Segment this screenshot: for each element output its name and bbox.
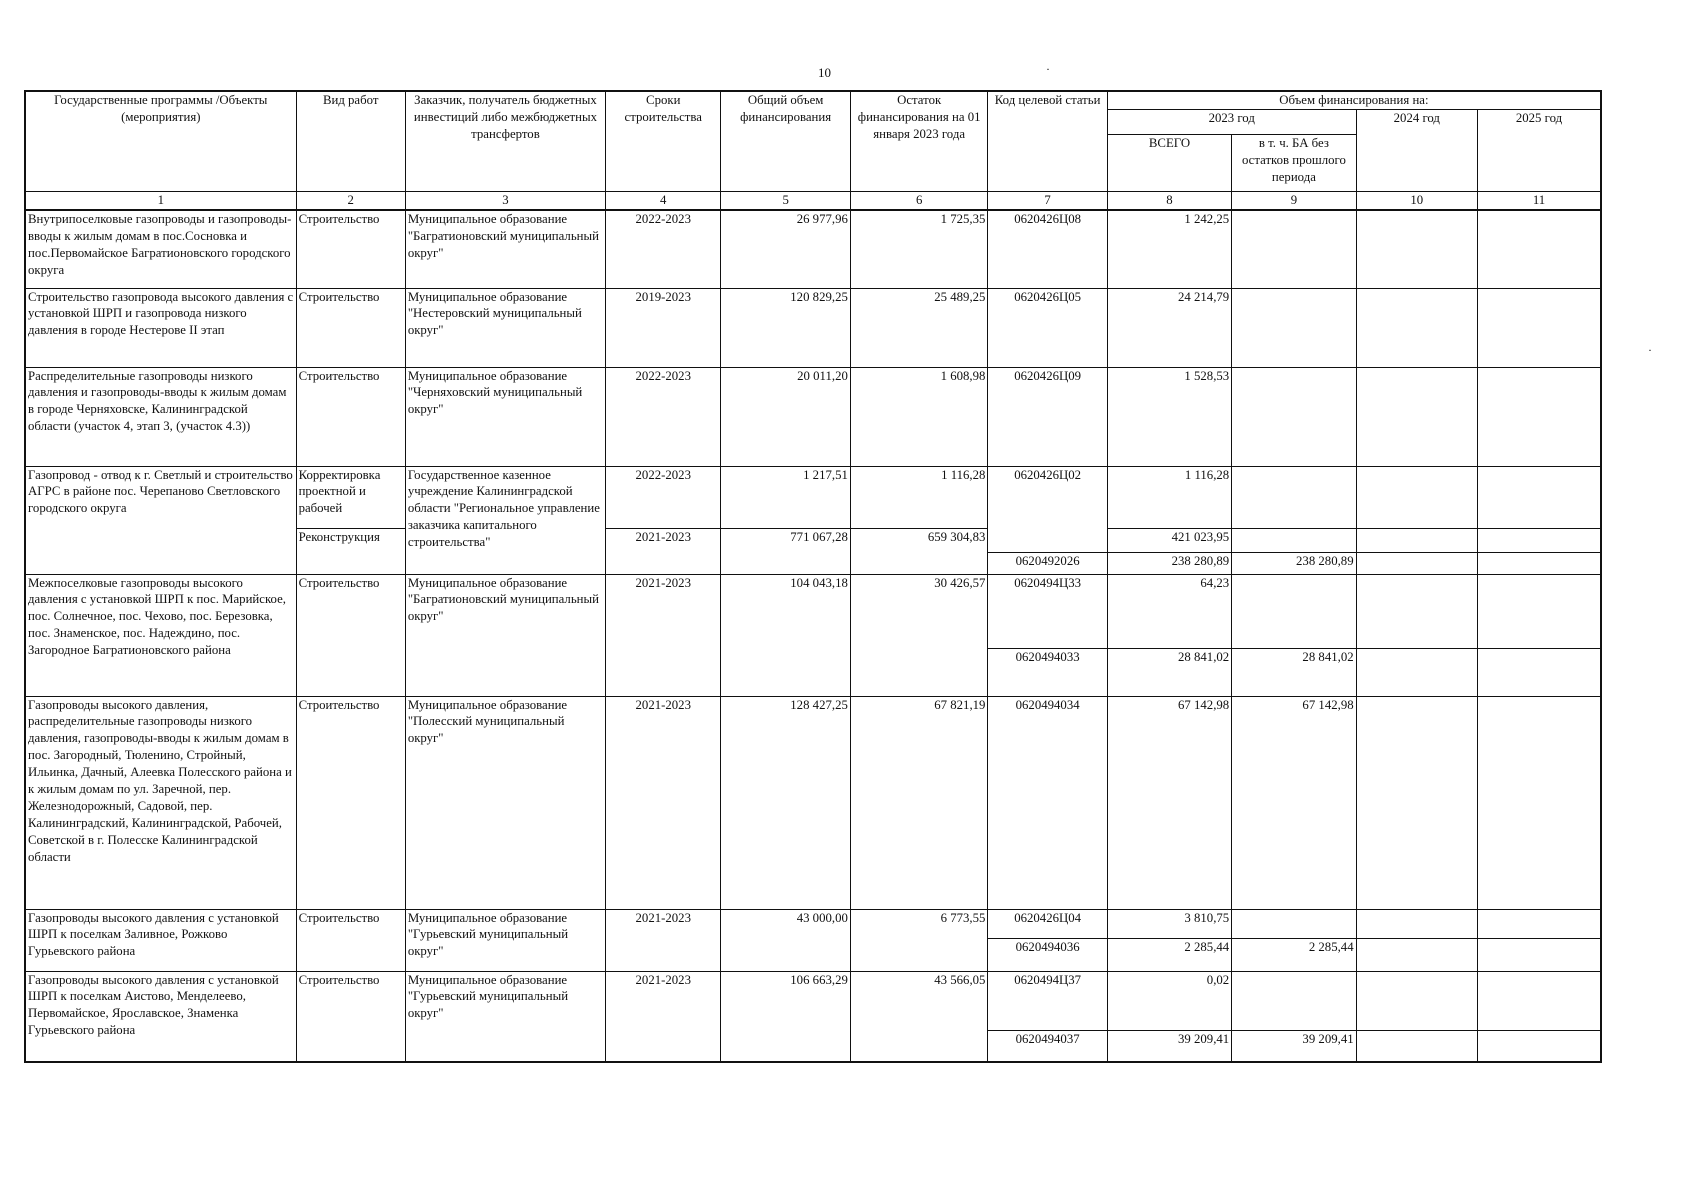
total-cell: 104 043,18	[721, 574, 850, 696]
empty-cell	[1356, 367, 1477, 466]
empty-cell	[1356, 288, 1477, 367]
header-programs: Государственные программы /Объекты (мероприятия)	[25, 91, 296, 192]
col-number: 5	[721, 192, 850, 211]
empty-cell	[1356, 1030, 1477, 1062]
total-cell: 20 011,20	[721, 367, 850, 466]
incl-cell	[1232, 971, 1356, 1030]
object-cell: Газопроводы высокого давления с установкой ШРП к поселкам Заливное, Рожково Гурьевского района	[25, 909, 296, 971]
remainder-cell: 25 489,25	[850, 288, 988, 367]
work-cell: Строительство	[296, 971, 405, 1062]
empty-cell	[1477, 367, 1601, 466]
empty-cell	[1477, 648, 1601, 696]
work-cell: Строительство	[296, 210, 405, 288]
work-cell: Строительство	[296, 367, 405, 466]
remainder-cell: 659 304,83	[850, 528, 988, 574]
empty-cell	[1477, 938, 1601, 971]
object-cell: Газопровод - отвод к г. Светлый и строительство АГРС в районе пос. Черепаново Светловского городского округа	[25, 466, 296, 574]
empty-cell	[1356, 210, 1477, 288]
incl-cell	[1232, 466, 1356, 528]
incl-cell	[1232, 909, 1356, 938]
all-cell: 24 214,79	[1107, 288, 1231, 367]
table-row	[25, 909, 1601, 938]
work-cell: Реконструкция	[296, 528, 405, 574]
terms-cell: 2019-2023	[606, 288, 721, 367]
terms-cell: 2021-2023	[606, 971, 721, 1062]
col-number: 7	[988, 192, 1107, 211]
remainder-cell: 1 116,28	[850, 466, 988, 528]
terms-cell: 2022-2023	[606, 210, 721, 288]
terms-cell: 2022-2023	[606, 466, 721, 528]
total-cell: 771 067,28	[721, 528, 850, 574]
col-number: 8	[1107, 192, 1231, 211]
page-number: 10	[818, 65, 831, 80]
col-number: 2	[296, 192, 405, 211]
all-cell: 1 116,28	[1107, 466, 1231, 528]
empty-cell	[1477, 288, 1601, 367]
table-row	[25, 466, 1601, 528]
remainder-cell: 30 426,57	[850, 574, 988, 696]
object-cell: Распределительные газопроводы низкого давления и газопроводы-вводы к жилым домам в городе Черняховске, Калининградской области (участок 4, этап 3, (участок 4.3))	[25, 367, 296, 466]
empty-cell	[1356, 528, 1477, 552]
all-cell: 238 280,89	[1107, 552, 1231, 574]
customer-cell: Муниципальное образование "Нестеровский муниципальный округ"	[405, 288, 605, 367]
incl-cell	[1232, 288, 1356, 367]
col-number: 1	[25, 192, 296, 211]
incl-cell: 67 142,98	[1232, 696, 1356, 909]
code-cell: 0620426Ц09	[988, 367, 1107, 466]
empty-cell	[1477, 574, 1601, 648]
incl-cell	[1232, 367, 1356, 466]
table-row	[25, 696, 1601, 909]
code-cell: 0620494033	[988, 648, 1107, 696]
empty-cell	[1477, 696, 1601, 909]
table-row	[25, 574, 1601, 648]
all-cell: 28 841,02	[1107, 648, 1231, 696]
header-2024: 2024 год	[1356, 110, 1477, 192]
header-2025: 2025 год	[1477, 110, 1601, 192]
code-cell: 0620494Ц33	[988, 574, 1107, 648]
all-cell: 3 810,75	[1107, 909, 1231, 938]
all-cell: 0,02	[1107, 971, 1231, 1030]
table-row	[25, 288, 1601, 367]
header-work-type: Вид работ	[296, 91, 405, 192]
incl-cell: 28 841,02	[1232, 648, 1356, 696]
remainder-cell: 67 821,19	[850, 696, 988, 909]
remainder-cell: 1 608,98	[850, 367, 988, 466]
total-cell: 26 977,96	[721, 210, 850, 288]
remainder-cell: 43 566,05	[850, 971, 988, 1062]
customer-cell: Муниципальное образование "Багратионовский муниципальный округ"	[405, 210, 605, 288]
financing-table	[24, 90, 1602, 1063]
table-row	[25, 210, 1601, 288]
all-cell: 2 285,44	[1107, 938, 1231, 971]
empty-cell	[1477, 210, 1601, 288]
code-cell: 0620492026	[988, 552, 1107, 574]
all-cell: 39 209,41	[1107, 1030, 1231, 1062]
empty-cell	[1356, 574, 1477, 648]
total-cell: 128 427,25	[721, 696, 850, 909]
empty-cell	[1477, 1030, 1601, 1062]
object-cell: Внутрипоселковые газопроводы и газопроводы-вводы к жилым домам в пос.Сосновка и пос.Первомайское Багратионовского городского округа	[25, 210, 296, 288]
header-incl: в т. ч. БА без остатков прошлого периода	[1232, 135, 1356, 192]
terms-cell: 2021-2023	[606, 909, 721, 971]
code-cell: 0620426Ц08	[988, 210, 1107, 288]
all-cell: 64,23	[1107, 574, 1231, 648]
col-number: 4	[606, 192, 721, 211]
incl-cell: 2 285,44	[1232, 938, 1356, 971]
total-cell: 106 663,29	[721, 971, 850, 1062]
col-number: 6	[850, 192, 988, 211]
empty-cell	[1356, 466, 1477, 528]
customer-cell: Муниципальное образование "Черняховский муниципальный округ"	[405, 367, 605, 466]
work-cell: Строительство	[296, 288, 405, 367]
col-number: 9	[1232, 192, 1356, 211]
all-cell: 1 528,53	[1107, 367, 1231, 466]
all-cell: 67 142,98	[1107, 696, 1231, 909]
header-remainder: Остаток финансирования на 01 января 2023 года	[850, 91, 988, 192]
object-cell: Газопроводы высокого давления, распределительные газопроводы низкого давления, газопроводы-вводы к жилым домам в пос. Загородный, Тюленино, Стройный, Ильинка, Дачный, Алеевка Полесского района и к жилым домам по ул. Заречной, пер. Железнодорожный, Садовой, пер. Калининградский, Калининградской, Рабочей, Советской в г. Полесске Калининградской области	[25, 696, 296, 909]
work-cell: Строительство	[296, 696, 405, 909]
header-all: ВСЕГО	[1107, 135, 1231, 192]
col-number: 11	[1477, 192, 1601, 211]
empty-cell	[1477, 466, 1601, 528]
empty-cell	[1356, 938, 1477, 971]
code-cell: 0620426Ц05	[988, 288, 1107, 367]
empty-cell	[1356, 971, 1477, 1030]
table-row	[25, 971, 1601, 1030]
object-cell: Строительство газопровода высокого давления с установкой ШРП и газопровода низкого давления в городе Нестерове II этап	[25, 288, 296, 367]
empty-cell	[1356, 552, 1477, 574]
empty-cell	[1477, 909, 1601, 938]
header-funding: Объем финансирования на:	[1107, 91, 1601, 110]
remainder-cell: 6 773,55	[850, 909, 988, 971]
incl-cell: 238 280,89	[1232, 552, 1356, 574]
header-code: Код целевой статьи	[988, 91, 1107, 192]
scan-speck: ·	[1648, 343, 1652, 357]
total-cell: 120 829,25	[721, 288, 850, 367]
header-terms: Сроки строительства	[606, 91, 721, 192]
col-number: 3	[405, 192, 605, 211]
header-total: Общий объем финансирования	[721, 91, 850, 192]
header-customer: Заказчик, получатель бюджетных инвестиций либо межбюджетных трансфертов	[405, 91, 605, 192]
scan-speck: ·	[1046, 62, 1050, 76]
terms-cell: 2021-2023	[606, 528, 721, 574]
code-cell: 0620494036	[988, 938, 1107, 971]
work-cell: Корректировка проектной и рабочей	[296, 466, 405, 528]
all-cell: 421 023,95	[1107, 528, 1231, 552]
terms-cell: 2021-2023	[606, 574, 721, 696]
empty-cell	[1477, 552, 1601, 574]
terms-cell: 2022-2023	[606, 367, 721, 466]
empty-cell	[1356, 909, 1477, 938]
code-cell: 0620426Ц04	[988, 909, 1107, 938]
col-number: 10	[1356, 192, 1477, 211]
empty-cell	[1356, 648, 1477, 696]
work-cell: Строительство	[296, 909, 405, 971]
customer-cell: Государственное казенное учреждение Калининградской области "Региональное управление заказчика капитального строительства"	[405, 466, 605, 574]
customer-cell: Муниципальное образование "Гурьевский муниципальный округ"	[405, 971, 605, 1062]
terms-cell: 2021-2023	[606, 696, 721, 909]
remainder-cell: 1 725,35	[850, 210, 988, 288]
code-cell: 0620494037	[988, 1030, 1107, 1062]
customer-cell: Муниципальное образование "Полесский муниципальный округ"	[405, 696, 605, 909]
all-cell: 1 242,25	[1107, 210, 1231, 288]
incl-cell	[1232, 528, 1356, 552]
total-cell: 43 000,00	[721, 909, 850, 971]
work-cell: Строительство	[296, 574, 405, 696]
code-cell: 0620494034	[988, 696, 1107, 909]
table-row	[25, 367, 1601, 466]
empty-cell	[1477, 971, 1601, 1030]
code-cell: 0620426Ц02	[988, 466, 1107, 552]
incl-cell: 39 209,41	[1232, 1030, 1356, 1062]
header-2023: 2023 год	[1107, 110, 1356, 135]
customer-cell: Муниципальное образование "Багратионовский муниципальный округ"	[405, 574, 605, 696]
empty-cell	[1356, 696, 1477, 909]
object-cell: Межпоселковые газопроводы высокого давления с установкой ШРП к пос. Марийское, пос. Солнечное, пос. Чехово, пос. Березовка, пос. Знаменское, пос. Надеждино, пос. Загородное Багратионовского района	[25, 574, 296, 696]
incl-cell	[1232, 210, 1356, 288]
incl-cell	[1232, 574, 1356, 648]
object-cell: Газопроводы высокого давления с установкой ШРП к поселкам Аистово, Менделеево, Первомайское, Ярославское, Знаменка Гурьевского района	[25, 971, 296, 1062]
code-cell: 0620494Ц37	[988, 971, 1107, 1030]
empty-cell	[1477, 528, 1601, 552]
total-cell: 1 217,51	[721, 466, 850, 528]
customer-cell: Муниципальное образование "Гурьевский муниципальный округ"	[405, 909, 605, 971]
